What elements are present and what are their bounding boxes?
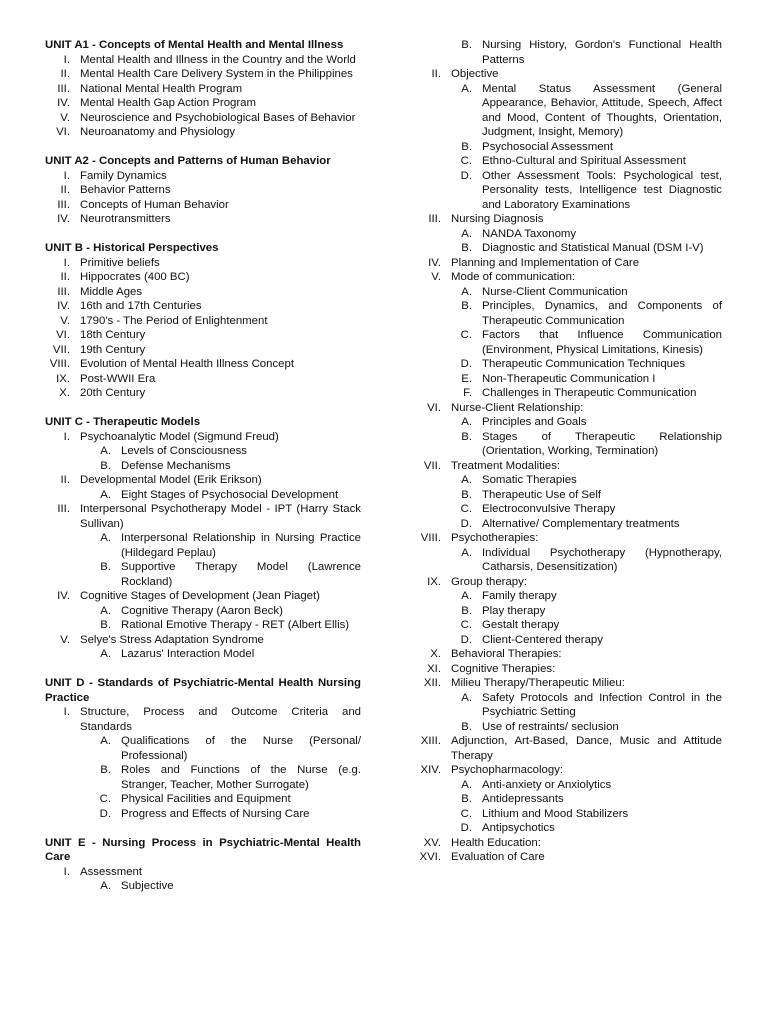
outline-item [406, 401, 722, 416]
unit-title: UNIT C - Therapeutic Models [45, 416, 201, 428]
item-text: Non-Therapeutic Communication I [482, 372, 656, 385]
item-number: B. [100, 619, 111, 631]
item-number: II. [60, 68, 70, 80]
item-number: A. [461, 227, 472, 240]
item-text: Principles, Dynamics, and Components of Therapeutic Communication [482, 300, 722, 327]
item-text: Milieu Therapy/Therapeutic Milieu: [451, 677, 625, 689]
item-number: A. [100, 445, 111, 457]
item-text: Behavioral Therapies: [451, 648, 562, 660]
outline-subitem [406, 357, 722, 372]
item-number: F. [463, 387, 472, 399]
item-number: VIII. [49, 358, 70, 370]
item-number: I. [63, 256, 70, 269]
item-text: Rational Emotive Therapy - RET (Albert Ellis) [121, 619, 350, 631]
item-text: Ethno-Cultural and Spiritual Assessment [482, 155, 686, 167]
unit-section [45, 38, 361, 140]
item-number: B. [461, 604, 472, 617]
item-text: Antipsychotics [482, 822, 555, 834]
item-text: Subjective [121, 880, 174, 892]
item-number: A. [461, 82, 472, 95]
item-text: Electroconvulsive Therapy [482, 503, 616, 515]
outline-subitem [406, 604, 722, 619]
item-text: NANDA Taxonomy [482, 227, 577, 240]
outline-item [406, 662, 722, 677]
outline-subitem [406, 285, 722, 300]
outline-item [45, 270, 361, 285]
item-number: A. [461, 546, 472, 559]
item-number: D. [460, 633, 472, 646]
outline-item [406, 763, 722, 778]
item-text: Defense Mechanisms [121, 459, 231, 472]
item-text: 20th Century [80, 387, 146, 399]
outline-item [45, 82, 361, 97]
outline-subitem [406, 430, 722, 459]
item-number: V. [60, 633, 70, 646]
item-number: II. [431, 68, 441, 80]
item-number: D. [460, 822, 472, 834]
outline-item [45, 589, 361, 604]
item-text: National Mental Health Program [80, 82, 243, 95]
item-number: C. [460, 329, 472, 341]
outline-subitem [406, 589, 722, 604]
outline-subitem [45, 488, 361, 503]
item-number: IV. [57, 300, 70, 312]
item-text: Mental Health Care Delivery System in the Philippines [80, 68, 353, 80]
outline-subitem [406, 82, 722, 140]
item-number: V. [60, 314, 70, 327]
outline-subitem [45, 531, 361, 560]
item-text: Somatic Therapies [482, 474, 577, 486]
item-text: Therapeutic Use of Self [482, 488, 602, 501]
item-number: A. [461, 778, 472, 791]
item-text: 1790's - The Period of Enlightenment [80, 314, 268, 327]
item-text: 16th and 17th Centuries [80, 300, 202, 312]
outline-subitem [406, 792, 722, 807]
item-number: B. [461, 430, 472, 443]
item-text: Cognitive Therapies: [451, 662, 556, 675]
outline-subitem [45, 604, 361, 619]
item-number: D. [99, 807, 111, 820]
item-text: Lazarus' Interaction Model [121, 648, 255, 660]
item-number: B. [100, 561, 111, 573]
item-text: Therapeutic Communication Techniques [482, 358, 686, 370]
item-text: Nurse-Client Communication [482, 285, 628, 298]
item-text: Physical Facilities and Equipment [121, 793, 291, 805]
item-number: III. [57, 285, 70, 298]
item-number: IV. [57, 97, 70, 109]
item-text: 18th Century [80, 329, 146, 341]
item-text: Mental Health and Illness in the Country and the World [80, 53, 356, 66]
item-number: A. [100, 648, 111, 660]
item-number: X. [430, 648, 441, 660]
outline-item [45, 633, 361, 648]
item-number: II. [60, 184, 70, 196]
outline-item [45, 111, 361, 126]
outline-subitem [406, 633, 722, 648]
item-text: Antidepressants [482, 793, 564, 805]
outline-item [45, 183, 361, 198]
outline-item [45, 198, 361, 213]
item-text: Play therapy [482, 604, 546, 617]
item-text: Mental Status Assessment (General Appearance, Behavior, Attitude, Speech, Affect and Mood, Content of Thoughts, Orientation, Judgment, Insight, Memory) [482, 82, 722, 138]
item-number: I. [63, 53, 70, 66]
item-number: IX. [56, 372, 70, 385]
outline-subitem [406, 778, 722, 793]
item-text: Selye's Stress Adaptation Syndrome [80, 633, 264, 646]
item-number: II. [60, 271, 70, 283]
item-number: C. [99, 793, 111, 805]
outline-subitem [406, 386, 722, 401]
outline-subitem [45, 618, 361, 633]
outline-item [406, 256, 722, 271]
item-text: Nursing History, Gordon's Functional Health Patterns [482, 39, 722, 66]
item-number: XIII. [420, 735, 441, 747]
item-number: C. [460, 619, 472, 631]
item-text: Treatment Modalities: [451, 459, 561, 472]
item-number: E. [461, 372, 472, 385]
item-number: V. [431, 271, 441, 283]
outline-item [45, 125, 361, 140]
item-text: Mental Health Gap Action Program [80, 97, 257, 109]
unit-section [45, 154, 361, 227]
outline-item [406, 459, 722, 474]
unit-section [45, 241, 361, 401]
outline-item [45, 328, 361, 343]
outline-subitem [45, 444, 361, 459]
outline-item [45, 357, 361, 372]
item-number: C. [460, 807, 472, 820]
item-text: Assessment [80, 865, 143, 878]
item-text: Family therapy [482, 590, 557, 602]
outline-subitem [45, 879, 361, 894]
item-text: Use of restraints/ seclusion [482, 720, 619, 733]
item-text: Other Assessment Tools: Psychological test, Personality tests, Intelligence test Diagnostic and Laboratory Examinations [482, 169, 722, 211]
outline-subitem [45, 763, 361, 792]
item-text: Nurse-Client Relationship: [451, 401, 584, 414]
item-text: Concepts of Human Behavior [80, 198, 229, 211]
outline-subitem [406, 299, 722, 328]
item-number: IV. [57, 590, 70, 602]
outline-subitem [406, 502, 722, 517]
item-number: I. [63, 706, 70, 718]
item-number: VII. [423, 459, 441, 472]
item-number: A. [100, 604, 111, 617]
item-number: X. [59, 387, 70, 399]
item-number: A. [461, 691, 472, 704]
outline-item [45, 343, 361, 358]
outline-item [406, 850, 722, 865]
item-text: Hippocrates (400 BC) [80, 271, 190, 283]
outline-item [45, 212, 361, 227]
item-number: III. [57, 503, 70, 515]
item-number: XIV. [420, 764, 441, 776]
outline-subitem [406, 546, 722, 575]
item-number: D. [460, 517, 472, 530]
outline-item [45, 314, 361, 329]
outline-item [45, 256, 361, 271]
outline-item [406, 647, 722, 662]
item-number: A. [100, 488, 111, 501]
outline-subitem [45, 734, 361, 763]
item-number: B. [461, 793, 472, 805]
item-number: I. [63, 865, 70, 878]
item-number: B. [461, 488, 472, 501]
item-number: VI. [56, 126, 70, 138]
unit-section [45, 415, 361, 662]
item-number: XV. [423, 836, 441, 849]
outline-subitem [45, 560, 361, 589]
item-text: Client-Centered therapy [482, 633, 603, 646]
outline-item [406, 575, 722, 590]
outline-item [45, 386, 361, 401]
outline-subitem [406, 488, 722, 503]
outline-subitem [406, 328, 722, 357]
outline-subitem [406, 618, 722, 633]
outline-item [406, 734, 722, 763]
item-text: Levels of Consciousness [121, 445, 247, 457]
item-number: I. [63, 169, 70, 182]
item-number: A. [461, 416, 472, 428]
item-text: Psychoanalytic Model (Sigmund Freud) [80, 430, 279, 443]
item-number: B. [461, 300, 472, 312]
item-number: A. [461, 285, 472, 298]
outline-subitem [45, 807, 361, 822]
item-text: Adjunction, Art-Based, Dance, Music and Attitude Therapy [451, 735, 722, 762]
item-text: Roles and Functions of the Nurse (e.g. Stranger, Teacher, Mother Surrogate) [121, 764, 361, 791]
outline-item [45, 865, 361, 880]
item-text: Diagnostic and Statistical Manual (DSM I-V) [482, 242, 704, 254]
item-number: D. [460, 169, 472, 182]
item-text: Objective [451, 68, 499, 80]
item-text: Individual Psychotherapy (Hypnotherapy, Catharsis, Desensitization) [482, 546, 722, 573]
item-number: I. [63, 430, 70, 443]
item-number: B. [461, 720, 472, 733]
item-number: A. [461, 474, 472, 486]
item-text: Cognitive Therapy (Aaron Beck) [121, 604, 283, 617]
unit-title: UNIT A1 - Concepts of Mental Health and Mental Illness [45, 39, 344, 51]
item-text: Alternative/ Complementary treatments [482, 517, 680, 530]
outline-item [406, 836, 722, 851]
outline-subitem [45, 792, 361, 807]
item-number: II. [60, 474, 70, 486]
item-text: Interpersonal Relationship in Nursing Practice (Hildegard Peplau) [121, 532, 361, 559]
item-text: Group therapy: [451, 575, 527, 588]
item-text: Evaluation of Care [451, 851, 545, 863]
item-number: B. [461, 140, 472, 153]
outline-item [45, 299, 361, 314]
outline-subitem [406, 473, 722, 488]
outline-subitem [406, 169, 722, 213]
item-text: Psychosocial Assessment [482, 140, 614, 153]
outline-subitem [406, 140, 722, 155]
outline-subitem [406, 372, 722, 387]
outline-item [45, 285, 361, 300]
outline-item [45, 169, 361, 184]
item-number: III. [57, 82, 70, 95]
outline-subitem [45, 647, 361, 662]
outline-subitem [406, 807, 722, 822]
item-text: Primitive beliefs [80, 256, 160, 269]
item-text: Structure, Process and Outcome Criteria and Standards [80, 706, 361, 733]
item-text: Gestalt therapy [482, 619, 560, 631]
outline-subitem [406, 821, 722, 836]
item-text: Stages of Therapeutic Relationship (Orientation, Working, Termination) [482, 430, 722, 457]
left-column [45, 38, 361, 908]
unit-section [45, 836, 361, 894]
item-text: Evolution of Mental Health Illness Concept [80, 358, 295, 370]
outline-subitem [45, 459, 361, 474]
item-number: C. [460, 155, 472, 167]
item-number: C. [460, 503, 472, 515]
item-text: 19th Century [80, 343, 146, 356]
item-text: Planning and Implementation of Care [451, 256, 640, 269]
item-text: Factors that Influence Communication (Environment, Physical Limitations, Kinesis) [482, 329, 722, 356]
item-text: Anti-anxiety or Anxiolytics [482, 778, 612, 791]
item-number: VIII. [420, 532, 441, 544]
item-number: A. [100, 880, 111, 892]
item-text: Challenges in Therapeutic Communication [482, 387, 697, 399]
outline-item [45, 372, 361, 387]
item-number: A. [100, 532, 111, 544]
item-text: Behavior Patterns [80, 184, 171, 196]
outline-subitem [406, 38, 722, 67]
outline-item [45, 430, 361, 445]
outline-item [45, 502, 361, 531]
item-number: A. [100, 735, 111, 747]
item-text: Principles and Goals [482, 416, 587, 428]
item-number: IV. [428, 256, 441, 269]
outline-item [45, 473, 361, 488]
outline-subitem [406, 154, 722, 169]
item-text: Neuroscience and Psychobiological Bases of Behavior [80, 111, 356, 124]
item-text: Cognitive Stages of Development (Jean Piaget) [80, 590, 320, 602]
item-text: Psychotherapies: [451, 532, 539, 544]
item-text: Psychopharmacology: [451, 764, 564, 776]
unit-title: UNIT A2 - Concepts and Patterns of Human Behavior [45, 155, 331, 167]
right-column [406, 38, 722, 865]
outline-subitem [406, 415, 722, 430]
item-text: Supportive Therapy Model (Lawrence Rockland) [121, 561, 361, 588]
item-text: Mode of communication: [451, 271, 576, 283]
item-number: B. [100, 764, 111, 776]
item-number: IX. [427, 575, 441, 588]
item-text: Family Dynamics [80, 169, 167, 182]
item-number: A. [461, 590, 472, 602]
outline-item [406, 531, 722, 546]
outline-subitem [406, 517, 722, 532]
item-number: B. [100, 459, 111, 472]
unit-section [45, 676, 361, 821]
outline-item [406, 67, 722, 82]
item-number: VI. [56, 329, 70, 341]
item-text: Middle Ages [80, 285, 143, 298]
outline-subitem [406, 720, 722, 735]
item-text: Safety Protocols and Infection Control in the Psychiatric Setting [482, 691, 722, 718]
item-number: VI. [427, 401, 441, 414]
outline-subitem [406, 691, 722, 720]
item-text: Interpersonal Psychotherapy Model - IPT (Harry Stack Sullivan) [80, 503, 361, 530]
outline-subitem [406, 227, 722, 242]
outline-item [45, 67, 361, 82]
unit-title: UNIT B - Historical Perspectives [45, 242, 219, 254]
item-number: IV. [57, 213, 70, 225]
unit-title: UNIT E - Nursing Process in Psychiatric-Mental Health Care [45, 836, 361, 863]
item-text: Qualifications of the Nurse (Personal/ Professional) [121, 735, 361, 762]
item-number: XI. [427, 662, 441, 675]
item-text: Eight Stages of Psychosocial Development [121, 488, 339, 501]
item-text: Neuroanatomy and Physiology [80, 126, 236, 138]
item-number: B. [461, 242, 472, 254]
item-text: Lithium and Mood Stabilizers [482, 807, 629, 820]
item-number: D. [460, 358, 472, 370]
item-number: V. [60, 111, 70, 124]
outline-item [406, 212, 722, 227]
item-text: Health Education: [451, 836, 541, 849]
outline-item [406, 676, 722, 691]
item-number: XII. [423, 677, 441, 689]
item-text: Neurotransmitters [80, 213, 171, 225]
item-number: XVI. [419, 851, 441, 863]
item-number: VII. [52, 343, 70, 356]
item-number: III. [428, 213, 441, 225]
item-text: Post-WWII Era [80, 372, 156, 385]
unit-title: UNIT D - Standards of Psychiatric-Mental Health Nursing Practice [45, 677, 361, 704]
item-text: Developmental Model (Erik Erikson) [80, 474, 262, 486]
outline-item [45, 705, 361, 734]
item-number: III. [57, 198, 70, 211]
outline-item [45, 53, 361, 68]
item-number: B. [461, 39, 472, 51]
outline-item [45, 96, 361, 111]
item-text: Nursing Diagnosis [451, 213, 544, 225]
outline-subitem [406, 241, 722, 256]
outline-item [406, 270, 722, 285]
item-text: Progress and Effects of Nursing Care [121, 807, 310, 820]
